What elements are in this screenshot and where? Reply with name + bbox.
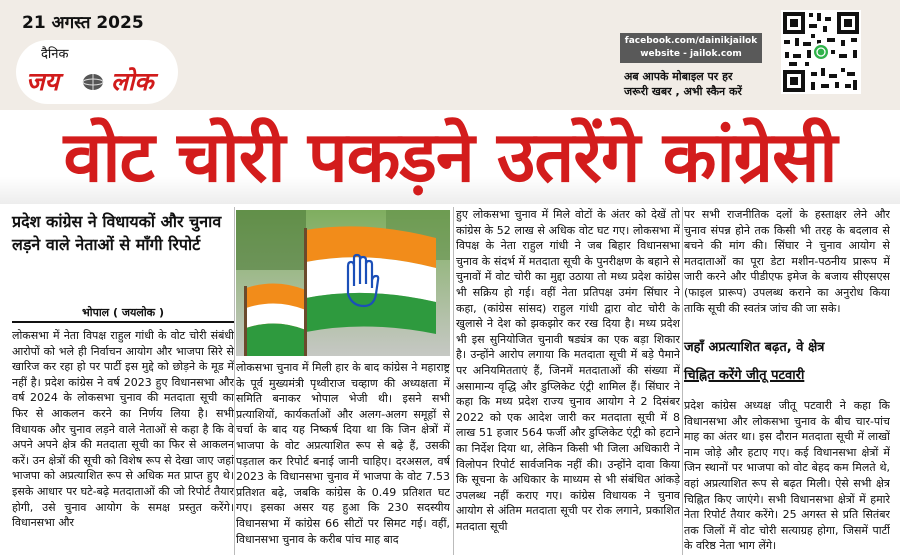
issue-date: 21 अगस्त 2025 — [22, 13, 144, 33]
article-column-3: हुए लोकसभा चुनाव में मिले वोटों के अंतर को देखें तो कांग्रेस के 52 लाख से अधिक वोट घट गए। लोकसभा में विपक्ष के नेता राहुल गांधी ने जब बिहार विधानसभा चुनाव के संदर्भ में मतदाता सूची के पुनरीक्षण के बहाने से चुनावों में वोट चोरी का मुद्दा उठाया तो मध्य प्रदेश कांग्रेस भी सक्रिय हो गई। वहीं नेता प्रतिपक्ष उमंग सिंघार ने कहा, (कांग्रेस सांसद) राहुल गांधी द्वारा वोट चोरी के खुलासे ने देश को झकझोर कर रख दिया है। मध्य प्रदेश भी इस सुनियोजित चुनावी षड्यंत्र का एक बड़ा शिकार है। उन्होंने आरोप लगाया कि मतदाता सूची में बड़े पैमाने पर अनियमितताएं हैं, जिनमें मतदाताओं की संख्या में असामान्य वृद्धि और डुप्लिकेट एंट्री शामिल हैं। सिंघार ने कहा कि मध्य प्रदेश राज्य चुनाव आयोग ने 2 दिसंबर 2022 को एक आदेश जारी कर मतदाता सूची में 8 लाख 51 हजार 564 फर्जी और डुप्लिकेट एंट्री को हटाने का निर्देश दिया था, लेकिन किसी भी जिला अधिकारी ने विलोपन रिपोर्ट सार्वजनिक नहीं की। उन्होंने दावा किया कि सूचना के अधिकार के माध्यम से भी संबंधित आंकड़े उपलब्ध नहीं कराए गए। कांग्रेस विधायक ने चुनाव आयोग से अंतिम मतदाता सूची पर रोक लगाने, प्रकाशित मतदाता सूची — [456, 208, 680, 533]
congress-flag-hand-symbol — [236, 210, 450, 356]
logo-tagline: दैनिक — [41, 47, 69, 62]
scan-callout — [624, 69, 742, 99]
scan-callout-line1: अब आपके मोबाइल पर हर — [624, 70, 733, 83]
scan-callout-line2: जरूरी खबर , अभी स्कैन करें — [624, 85, 742, 98]
logo-word-left: जय — [26, 67, 60, 96]
article-column-4-continued: प्रदेश कांग्रेस अध्यक्ष जीतू पटवारी ने कहा कि विधानसभा और लोकसभा चुनाव के बीच चार-पांच माह का अंतर था। इस दौरान मतदाता सूची में लाखों नाम जोड़े और हटाए गए। कई विधानसभा क्षेत्रों में जिन स्थानों पर भाजपा को वोट बेहद कम मिलते थे, वहां अप्रत्याशित रूप से बढ़त मिली। ऐसे सभी क्षेत्र चिह्नित किए जाएंगे। सभी विधानसभा क्षेत्रों में हमारे नेता रिपोर्ट तैयार करेंगे। 25 अगस्त से प्रति सितंबर तक जिलों में वोट चोरी सत्याग्रह होगा, जिसमें पार्टी के वरिष्ठ नेता भाग लेंगे। — [684, 399, 890, 553]
sub-headline: प्रदेश कांग्रेस ने विधायकों और चुनाव लड़ने वाले नेताओं से माँगी रिपोर्ट — [12, 212, 222, 254]
globe-icon — [82, 73, 104, 91]
secondary-subheadline-line2: चिह्नित करेंगे जीतू पटवारी — [684, 368, 805, 383]
facebook-link[interactable]: facebook.com/dainikjailok — [624, 36, 758, 46]
social-links-box[interactable] — [620, 33, 762, 63]
dateline-rule — [12, 321, 234, 323]
article-column-1: लोकसभा में नेता विपक्ष राहुल गांधी के वोट चोरी संबंधी आरोपों को भले ही निर्वाचन आयोग और भाजपा सिरे से खारिज कर रहा हो पर पार्टी इस मुद्दे को छोड़ने के मूड में नहीं है। प्रदेश कांग्रेस ने वर्ष 2023 हुए विधानसभा और वर्ष 2024 के लोकसभा चुनाव की मतदाता सूची का फिर से आकलन करने का निर्णय लिया है। सभी विधायक और चुनाव लड़ने वाले नेताओं से कहा है कि वे अपने अपने क्षेत्र की मतदाता सूची का फिर से आकलन करें। उन क्षेत्रों की सूची को विशेष रूप से देखा जाए जहां भाजपा को अप्रत्याशित रूप से अधिक मत प्राप्त हुए थे। इसके आधार पर घटे-बढ़े मतदाताओं की जो रिपोर्ट तैयार होगी, उसे चुनाव आयोग के समक्ष प्रस्तुत करेंगे। विधानसभा और — [12, 329, 234, 530]
article-column-2: लोकसभा चुनाव में मिली हार के बाद कांग्रेस ने महाराष्ट्र के पूर्व मुख्यमंत्री पृथ्वीराज चव्हाण की अध्यक्षता में समिति बनाकर भोपाल भेजी थी। इसने सभी प्रत्याशियों, कार्यकर्ताओं और अलग-अलग समूहों से चर्चा के बाद यह निष्कर्ष दिया था कि जिन क्षेत्रों में भाजपा के वोट अप्रत्याशित रूप से बढ़े हैं, उसकी पड़ताल कर रिपोर्ट बनाई जानी चाहिए। दरअसल, वर्ष 2023 के विधानसभा चुनाव में भाजपा के वोट 7.53 प्रतिशत बढ़े, जबकि कांग्रेस के 0.49 प्रतिशत घट गए। इसका असर यह हुआ कि 230 सदस्यीय विधानसभा में कांग्रेस 66 सीटों पर सिमट गई। वहीं, विधानसभा चुनाव के करीब पांच माह बाद — [236, 361, 450, 546]
article-column-4: पर सभी राजनीतिक दलों के हस्ताक्षर लेने और चुनाव संपन्न होने तक किसी भी तरह के बदलाव से बचने की मांग की। सिंघार ने चुनाव आयोग से मतदाताओं का पूरा डेटा मशीन-पठनीय प्रारूप में जारी करने और पीडीएफ इमेज के बजाय सीएसएस (फाइल प्रारूप) उपलब्ध कराने का अनुरोध किया ताकि सूची की स्वतंत्र जांच की जा सके। — [684, 208, 890, 315]
logo-word-right: लोक — [111, 67, 154, 96]
secondary-subheadline-line1: जहाँ अप्रत्याशित बढ़त, वे क्षेत्र — [684, 340, 825, 355]
column-divider — [682, 207, 683, 555]
dateline: भोपाल ( जयलोक ) — [82, 306, 164, 319]
secondary-subheadline — [684, 334, 890, 390]
congress-flag-photo — [236, 210, 450, 356]
newspaper-logo[interactable] — [16, 40, 178, 104]
masthead — [0, 0, 900, 110]
column-divider — [234, 207, 235, 555]
website-link[interactable]: website - jailok.com — [640, 49, 742, 59]
column-divider — [453, 207, 454, 555]
qr-code-icon[interactable] — [781, 10, 861, 94]
main-headline: वोट चोरी पकड़ने उतरेंगे कांग्रेसी — [63, 116, 837, 198]
